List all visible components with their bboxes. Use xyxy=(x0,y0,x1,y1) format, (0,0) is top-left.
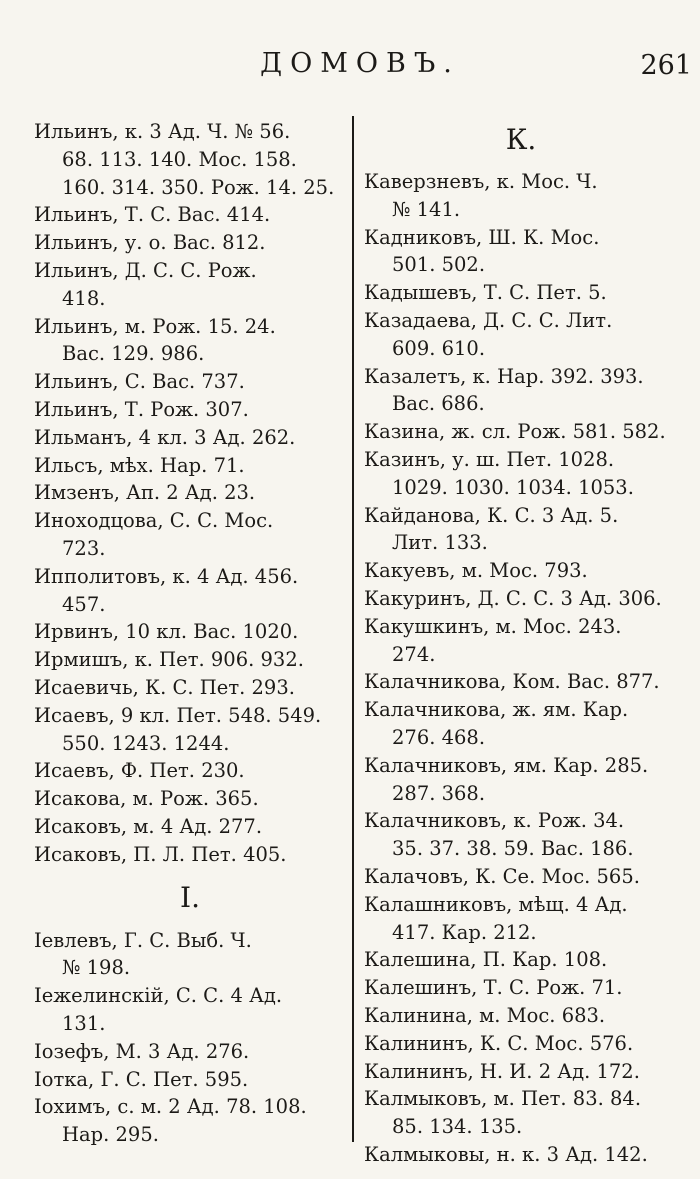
entry-line: Казина, ж. сл. Рож. 581. 582. xyxy=(364,420,666,444)
running-title: ДОМОВЪ. xyxy=(260,48,460,79)
entry-line: Исаевъ, 9 кл. Пет. 548. 549. xyxy=(34,703,322,727)
index-entry xyxy=(34,785,346,813)
entry-line: Калачникова, ж. ям. Кар. xyxy=(364,698,629,722)
entry-line: Ильинъ, Д. С. С. Рож. xyxy=(34,258,257,282)
left-column xyxy=(34,118,346,1149)
entry-line: Калинина, м. Мос. 683. xyxy=(364,1003,606,1027)
index-entry xyxy=(34,1093,346,1149)
entry-line: Калачовъ, К. Се. Мос. 565. xyxy=(364,864,640,888)
page-number: 261 xyxy=(640,50,692,81)
entry-continuation: Вас. 686. xyxy=(392,392,485,416)
section-letter-i: I. xyxy=(180,880,200,914)
index-entry xyxy=(34,674,346,702)
entry-continuation: Вас. 129. 986. xyxy=(62,342,205,366)
entry-line: Іозефъ, М. 3 Ад. 276. xyxy=(34,1039,250,1063)
entry-continuation: 609. 610. xyxy=(392,336,486,360)
entry-line: Калмыковъ, м. Пет. 83. 84. xyxy=(364,1087,642,1111)
entry-line: Калачниковъ, ям. Кар. 285. xyxy=(364,753,649,777)
entry-line: Исаевъ, Ф. Пет. 230. xyxy=(34,759,245,783)
entry-line: Ильинъ, м. Рож. 15. 24. xyxy=(34,314,276,338)
entry-continuation: Нар. 295. xyxy=(62,1123,159,1147)
index-entry xyxy=(364,224,678,280)
index-entry xyxy=(364,307,678,363)
entry-continuation: 457. xyxy=(62,592,106,616)
index-entry xyxy=(364,807,678,863)
entry-line: Исаевичь, К. С. Пет. 293. xyxy=(34,675,295,699)
entry-continuation: 287. 368. xyxy=(392,781,486,805)
entry-line: Калмыковы, н. к. 3 Ад. 142. xyxy=(364,1142,648,1166)
entry-line: Ирмишъ, к. Пет. 906. 932. xyxy=(34,648,304,672)
index-entry xyxy=(364,557,678,585)
entry-line: Какуевъ, м. Мос. 793. xyxy=(364,559,588,583)
entry-continuation: 276. 468. xyxy=(392,725,486,749)
index-entry xyxy=(364,279,678,307)
index-entry xyxy=(364,168,678,224)
entry-line: Казалетъ, к. Нар. 392. 393. xyxy=(364,364,644,388)
section-letter-k: К. xyxy=(505,123,537,156)
index-entry xyxy=(364,974,678,1002)
entry-line: Кадниковъ, Ш. К. Мос. xyxy=(364,225,600,249)
entry-continuation: 68. 113. 140. Мос. 158. xyxy=(62,147,297,171)
entry-line: Ильинъ, у. о. Вас. 812. xyxy=(34,231,266,255)
index-entry xyxy=(34,368,346,396)
index-entry xyxy=(364,1141,678,1169)
entry-line: Калешина, П. Кар. 108. xyxy=(364,948,608,972)
entry-line: Исаковъ, м. 4 Ад. 277. xyxy=(34,814,263,838)
right-column xyxy=(364,118,678,1169)
index-entry xyxy=(364,363,678,419)
entry-line: Калачникова, Ком. Вас. 877. xyxy=(364,670,660,694)
entry-line: Каверзневъ, к. Мос. Ч. xyxy=(364,170,598,193)
index-entry xyxy=(34,229,346,257)
left-entries xyxy=(34,118,346,869)
index-entry xyxy=(34,1066,346,1094)
entry-line: Калачниковъ, к. Рож. 34. xyxy=(364,809,625,833)
index-entry xyxy=(34,118,346,201)
index-entry xyxy=(364,446,678,502)
index-entry xyxy=(34,313,346,369)
index-entry xyxy=(34,201,346,229)
index-entry xyxy=(364,502,678,558)
entry-continuation: № 141. xyxy=(392,197,461,221)
index-entry xyxy=(34,479,346,507)
entry-continuation: 131. xyxy=(62,1011,106,1035)
entry-line: Казадаева, Д. С. С. Лит. xyxy=(364,308,613,332)
index-entry xyxy=(364,613,678,669)
index-entry xyxy=(34,982,346,1038)
index-entry xyxy=(34,452,346,480)
entry-line: Ильинъ, к. 3 Ад. Ч. № 56. xyxy=(34,120,291,143)
index-entry xyxy=(364,418,678,446)
right-entries xyxy=(364,168,678,1169)
index-entry xyxy=(364,863,678,891)
entry-line: Іохимъ, с. м. 2 Ад. 78. 108. xyxy=(34,1095,307,1119)
entry-line: Кадышевъ, Т. С. Пет. 5. xyxy=(364,281,607,305)
entry-line: Исакова, м. Рож. 365. xyxy=(34,787,259,811)
index-entry xyxy=(34,927,346,983)
entry-continuation: 417. Кар. 212. xyxy=(392,920,537,944)
index-entry xyxy=(34,813,346,841)
entry-line: Ильманъ, 4 кл. 3 Ад. 262. xyxy=(34,425,296,449)
entry-line: Іевлевъ, Г. С. Выб. Ч. xyxy=(34,928,252,952)
entry-line: Какуринъ, Д. С. С. 3 Ад. 306. xyxy=(364,586,662,610)
entry-line: Ильинъ, Т. Рож. 307. xyxy=(34,397,249,421)
entry-line: Кайданова, К. С. 3 Ад. 5. xyxy=(364,503,619,527)
entry-line: Калешинъ, Т. С. Рож. 71. xyxy=(364,976,623,1000)
index-entry xyxy=(34,1038,346,1066)
entry-continuation: 35. 37. 38. 59. Вас. 186. xyxy=(392,837,634,861)
entry-line: Имзенъ, Ап. 2 Ад. 23. xyxy=(34,481,256,505)
index-entry xyxy=(34,841,346,869)
index-entry xyxy=(364,1085,678,1141)
entry-line: Ирвинъ, 10 кл. Вас. 1020. xyxy=(34,620,299,644)
entry-line: Іежелинскій, С. С. 4 Ад. xyxy=(34,984,283,1008)
index-entry xyxy=(34,646,346,674)
entry-line: Ильинъ, Т. С. Вас. 414. xyxy=(34,203,271,227)
index-entry xyxy=(34,563,346,619)
entry-line: Іотка, Г. С. Пет. 595. xyxy=(34,1067,249,1091)
entry-line: Калининъ, Н. И. 2 Ад. 172. xyxy=(364,1059,640,1083)
entry-line: Ильинъ, С. Вас. 737. xyxy=(34,370,245,394)
index-entry xyxy=(34,424,346,452)
entry-continuation: 550. 1243. 1244. xyxy=(62,731,230,755)
entry-continuation: 85. 134. 135. xyxy=(392,1115,523,1139)
entry-continuation: № 198. xyxy=(62,956,131,980)
entry-continuation: Лит. 133. xyxy=(392,531,488,555)
entry-continuation: 418. xyxy=(62,286,106,310)
index-entry xyxy=(34,396,346,424)
entry-continuation: 160. 314. 350. Рож. 14. 25. xyxy=(62,175,335,199)
entry-line: Калашниковъ, мѣщ. 4 Ад. xyxy=(364,892,628,916)
index-entry xyxy=(364,891,678,947)
column-divider xyxy=(352,116,354,1142)
entry-line: Иноходцова, С. С. Мос. xyxy=(34,509,274,533)
index-entry xyxy=(364,1002,678,1030)
entry-continuation: 274. xyxy=(392,642,436,666)
index-entry xyxy=(364,585,678,613)
index-entry xyxy=(364,946,678,974)
entry-line: Калининъ, К. С. Мос. 576. xyxy=(364,1031,634,1055)
entry-line: Казинъ, у. ш. Пет. 1028. xyxy=(364,447,615,471)
index-entry xyxy=(364,696,678,752)
index-entry xyxy=(34,618,346,646)
index-entry xyxy=(364,1058,678,1086)
entry-continuation: 723. xyxy=(62,536,106,560)
entry-line: Ипполитовъ, к. 4 Ад. 456. xyxy=(34,564,299,588)
entry-continuation: 501. 502. xyxy=(392,253,486,277)
index-entry xyxy=(34,757,346,785)
index-entry xyxy=(34,507,346,563)
index-entry xyxy=(364,752,678,808)
entry-line: Ильсъ, мѣх. Нар. 71. xyxy=(34,453,245,477)
entry-continuation: 1029. 1030. 1034. 1053. xyxy=(392,475,634,499)
index-entry xyxy=(364,668,678,696)
entry-line: Какушкинъ, м. Мос. 243. xyxy=(364,614,622,638)
index-entry xyxy=(34,702,346,758)
index-entry xyxy=(364,1030,678,1058)
index-entry xyxy=(34,257,346,313)
left-entries-i xyxy=(34,927,346,1149)
entry-line: Исаковъ, П. Л. Пет. 405. xyxy=(34,842,287,866)
